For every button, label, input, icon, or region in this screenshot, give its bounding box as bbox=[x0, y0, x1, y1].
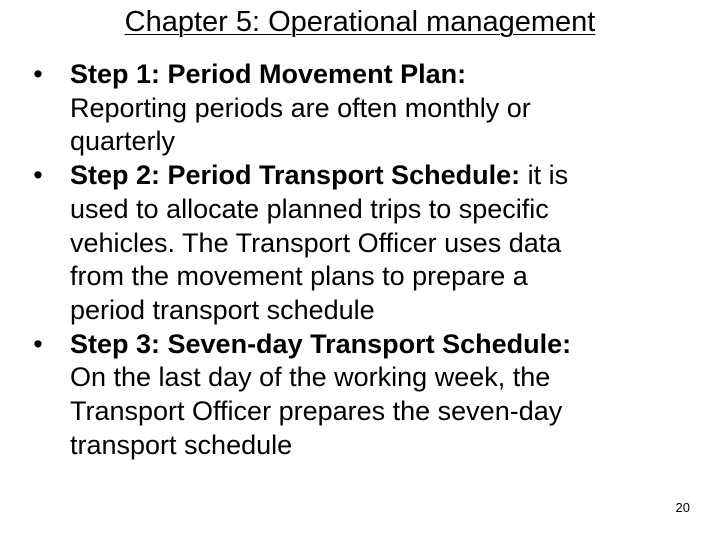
step-2-line-1: used to allocate planned trips to specific bbox=[70, 193, 549, 224]
step-2-lead: Step 2: Period Transport Schedule: bbox=[70, 160, 521, 191]
step-1-heading-line bbox=[70, 58, 708, 92]
bullet-list bbox=[28, 58, 708, 462]
step-1-lead: Step 1: Period Movement Plan: bbox=[70, 59, 467, 89]
slide-title: Chapter 5: Operational management bbox=[124, 6, 596, 38]
bullet-icon: • bbox=[33, 328, 43, 359]
step-3-line-3: transport schedule bbox=[70, 429, 293, 460]
step-1-line-1: Reporting periods are often monthly or bbox=[70, 92, 531, 123]
page-number: 20 bbox=[675, 500, 690, 515]
step-2-line-2: vehicles. The Transport Officer uses data bbox=[70, 227, 562, 258]
step-2-heading-line bbox=[70, 159, 708, 193]
bullet-icon: • bbox=[33, 59, 43, 89]
step-1-line-2: quarterly bbox=[70, 126, 176, 157]
step-3-line-1: On the last day of the working week, the bbox=[70, 362, 551, 393]
step-3-lead: Step 3: Seven-day Transport Schedule: bbox=[70, 328, 572, 359]
step-2-line-3: from the movement plans to prepare a bbox=[70, 261, 528, 292]
step-2-heading-rest: it is bbox=[520, 160, 569, 191]
step-2-line-4: period transport schedule bbox=[70, 294, 375, 325]
bullet-step-1 bbox=[28, 58, 708, 159]
bullet-step-3 bbox=[28, 328, 708, 463]
step-3-heading-line bbox=[70, 328, 708, 362]
step-3-line-2: Transport Officer prepares the seven-day bbox=[70, 396, 563, 427]
bullet-step-2 bbox=[28, 159, 708, 328]
bullet-icon: • bbox=[33, 160, 43, 191]
